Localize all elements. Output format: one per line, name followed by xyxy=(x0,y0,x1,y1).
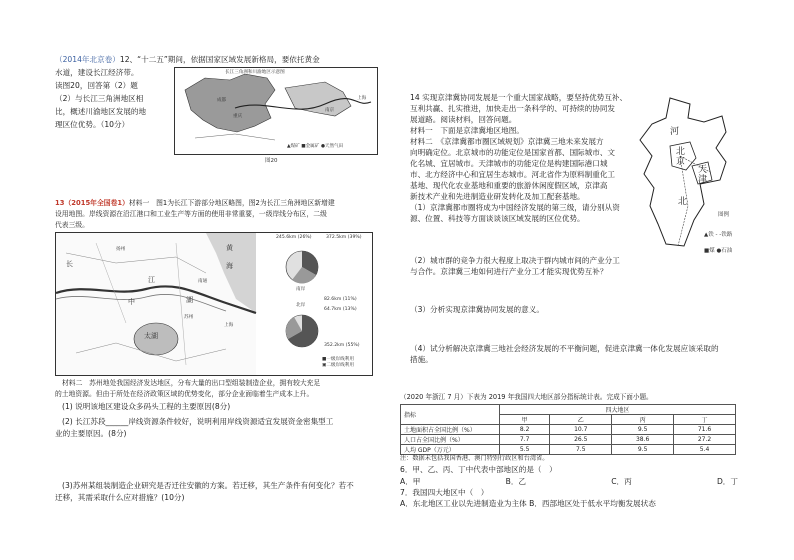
pie-north-label-1: 245.6km (26%) xyxy=(276,235,312,240)
metal-mine-icon: ■ xyxy=(301,144,306,149)
jjj-legend-row2: ■煤 ●石油 xyxy=(704,248,733,254)
jjj-label-bei1: 北 xyxy=(676,147,686,157)
jjj-label-he: 河 xyxy=(670,127,680,137)
map-label-suzhou: 苏州 xyxy=(184,315,194,320)
table-row: 人均 GDP（万元） 5.5 7.5 9.5 5.4 xyxy=(401,445,736,455)
q12-source: （2014年北京卷） xyxy=(55,55,120,64)
q12-line3: 读图20，回答第（2）题 xyxy=(55,81,138,90)
pie-label-4: 64.7km (13%) xyxy=(324,307,357,312)
q13-line3: 代表三级。 xyxy=(55,221,89,229)
map-label-huang: 黄 xyxy=(226,244,233,252)
jjj-label-bei2: 北 xyxy=(678,197,688,207)
q2020-intro: （2020 年浙江 7 月）下表为 2019 年我国四大地区部分指标统计表。完成下面小题。 xyxy=(400,393,653,401)
map-label-chang: 长 xyxy=(66,260,73,268)
q14-line5: 材料二 《京津冀都市圈区域规划》京津冀三地未来发展方 xyxy=(410,137,604,146)
q6-option-d: D．丁 xyxy=(716,477,738,486)
map-label-shanghai: 上海 xyxy=(224,323,234,328)
q12-line1: （2014年北京卷）12、“十二五”期间，依据国家区域发展新格局，要依托黄金 xyxy=(55,55,320,64)
q13-sub3-line1: (3)苏州某组装制造企业研究是否迁往安徽的方案。若迁移，其生产条件有何变化？若不 xyxy=(62,481,354,490)
table-header-row xyxy=(401,405,736,415)
q14-line3: 展道路。阅读材料，回答问题。 xyxy=(410,115,517,124)
stats-table xyxy=(400,404,736,455)
railway-icon: - - xyxy=(715,232,722,238)
table-row: 土地面积占全国比例（%） 8.2 10.7 9.5 71.6 xyxy=(401,425,736,435)
q6-option-b: B．乙 xyxy=(505,477,527,486)
figure20-svg xyxy=(175,68,377,154)
map-label-jiang: 江 xyxy=(148,276,155,284)
legend-swatch-1-icon: ■ xyxy=(322,357,327,362)
map-label-hu: 湖 xyxy=(186,296,193,304)
jjj-label-jing: 京 xyxy=(676,157,686,167)
q14-sub1-line1: （1）京津冀都市圈将成为中国经济发展的第三级，请分别从资 xyxy=(410,203,620,212)
q12-line2: 水道，建设长江经济带。 xyxy=(55,68,139,77)
q14-line7: 化名城、宜居城市。天津城市的功能定位是构建国际港口城 xyxy=(410,159,608,168)
pie-label-3: 82.6km (11%) xyxy=(324,297,357,302)
q13-sub3-line2: 迁移，其需采取什么应对措施？(10分) xyxy=(55,493,185,502)
oil-icon: ● xyxy=(716,248,722,254)
table-row: 人口占全国比例（%） 7.7 26.5 38.6 27.2 xyxy=(401,435,736,445)
table-header-metric: 指标 xyxy=(401,405,500,425)
table-col-yi: 乙 xyxy=(550,415,612,425)
q7-options: A．东北地区工业以先进制造业为主体 B．西部地区处于低水平均衡发展状态 xyxy=(400,499,656,508)
table-col-ding: 丁 xyxy=(674,415,736,425)
q14-sub4-line2: 措施。 xyxy=(410,355,433,364)
q6-options xyxy=(400,476,738,487)
q14-line1: 14 实现京津冀协同发展是一个重大国家战略，要坚持优势互补、 xyxy=(410,93,628,102)
q14-sub2-line1: （2）城市群的竞争力很大程度上取决于群内城市间的产业分工 xyxy=(410,256,620,265)
map20-place-shanghai: 上海 xyxy=(357,96,367,101)
pie-north-title: 北岸 xyxy=(296,303,306,308)
q14-line8: 市、北方经济中心和宜居生态城市。河北省作为原料制重化工 xyxy=(410,170,616,179)
figure20-caption: 图20 xyxy=(265,158,278,164)
q6-option-a: A．甲 xyxy=(400,477,421,486)
jjj-label-tian: 天 xyxy=(698,165,708,175)
map20-place-nanjing: 南京 xyxy=(325,108,335,113)
pie-label-5: 352.2km (55%) xyxy=(324,343,360,348)
figure20-title: 长江三角洲和川渝地区示意图 xyxy=(225,70,285,75)
q14-sub3: （3）分析实现京津冀协同发展的意义。 xyxy=(410,305,544,314)
q12-line6: 理区位优势。（10分） xyxy=(55,120,130,129)
jingjinji-map xyxy=(630,96,740,266)
figure20-map xyxy=(174,67,378,155)
q14-sub1-line2: 源、位置、科技等方面谈谈该区域发展的区位优势。 xyxy=(410,214,585,223)
q13-sub1: (1) 说明该地区建设众多码头工程的主要原因(8分) xyxy=(62,402,231,411)
q13-sub2-line2: 业的主要原因。(8分) xyxy=(55,429,127,438)
table-col-jia: 甲 xyxy=(500,415,550,425)
q6-stem: 6．甲、乙、丙、丁中代表中部地区的是（ ） xyxy=(400,465,557,474)
iron-icon: ▲ xyxy=(704,232,709,238)
map20-legend: ▲煤矿 ■金属矿 ●天然气田 xyxy=(287,144,344,149)
q13-source: 13（2015年全国卷1） xyxy=(55,199,129,207)
q7-stem: 7．我国四大地区中（ ） xyxy=(400,488,489,497)
gas-field-icon: ● xyxy=(320,144,325,149)
q14-line4: 材料一 下面是京津冀地区地图。 xyxy=(410,126,524,135)
table-col-bing: 丙 xyxy=(612,415,674,425)
q13-m2-line1: 材料二 苏州地处我国经济发达地区，分布大量的出口型组装制造企业，拥有较大充足 xyxy=(62,379,321,387)
q12-line4: （2）与长江三角洲地区相 xyxy=(55,94,144,103)
q14-sub4-line1: （4）试分析解决京津冀三地社会经济发展的不平衡问题，促进京津冀一体化发展应该采取的 xyxy=(410,344,719,353)
q13-m2-line2: 的土地资源。但由于所处在经济政策区域的优势变化，部分企业面临着生产成本上升。 xyxy=(55,390,314,398)
map20-place-chengdu: 成都 xyxy=(217,98,227,103)
q14-line10: 新技术产业和先进制造业研发转化及加工配套基地。 xyxy=(410,192,585,201)
coal-icon: ■ xyxy=(704,248,710,254)
q13-line2: 设用地图。岸线资源在沿江港口和工业生产等方面的使用非常重要，一级岸线分布区，二级 xyxy=(55,210,327,218)
q13-line1: 13（2015年全国卷1）材料一 图1为长江下游部分地区略图，图2为长江三角洲地区新增建 xyxy=(55,199,335,207)
map20-place-chongqing: 重庆 xyxy=(233,114,243,119)
q6-option-c: C．丙 xyxy=(611,477,632,486)
table-note: 注：数据未包括我国香港、澳门特别行政区和台湾省。 xyxy=(400,455,549,462)
q14-line6: 向明确定位。北京城市的功能定位是国家首都、国际城市、文 xyxy=(410,148,616,157)
pie-north-label-2: 372.5km (39%) xyxy=(326,235,362,240)
map-label-yangzhou: 扬州 xyxy=(116,247,126,252)
map-label-zhong: 中 xyxy=(128,298,135,306)
q14-line9: 基地、现代化农业基地和重要的旅游休闲度假区域，京津高 xyxy=(410,181,608,190)
shoreline-legend: ■一级岸线利用 ▣二级岸线利用 xyxy=(322,357,354,368)
jingjinji-map-svg xyxy=(630,96,740,266)
q14-line2: 互利共赢、扎实推进，加快走出一条科学的、可持续的协同发 xyxy=(410,104,616,113)
yangtze-map-figure xyxy=(55,232,373,376)
q13-sub2-line1: (2) 长江苏段______岸线资源条件较好，说明利用岸线资源适宜发展资金密集型工 xyxy=(62,417,334,426)
coal-mine-icon: ▲ xyxy=(287,144,291,149)
jjj-label-jin: 津 xyxy=(698,175,708,185)
map-label-nantong: 南通 xyxy=(198,279,208,284)
legend-swatch-2-icon: ▣ xyxy=(322,363,327,368)
jjj-legend-title: 图例 xyxy=(718,212,730,218)
jjj-legend-row1: ▲铁 - -铁路 xyxy=(704,232,733,238)
map-label-hai: 海 xyxy=(226,262,233,270)
q12-line5: 比，概述川渝地区发展的地 xyxy=(55,107,147,116)
table-header-region: 四大地区 xyxy=(500,405,736,415)
q14-sub2-line2: 与合作。京津冀三地如何进行产业分工才能实现优势互补？ xyxy=(410,267,608,276)
yangtze-map-svg xyxy=(56,233,372,375)
pie-south-title: 南岸 xyxy=(296,287,306,292)
map-label-taihu: 太湖 xyxy=(144,332,158,340)
